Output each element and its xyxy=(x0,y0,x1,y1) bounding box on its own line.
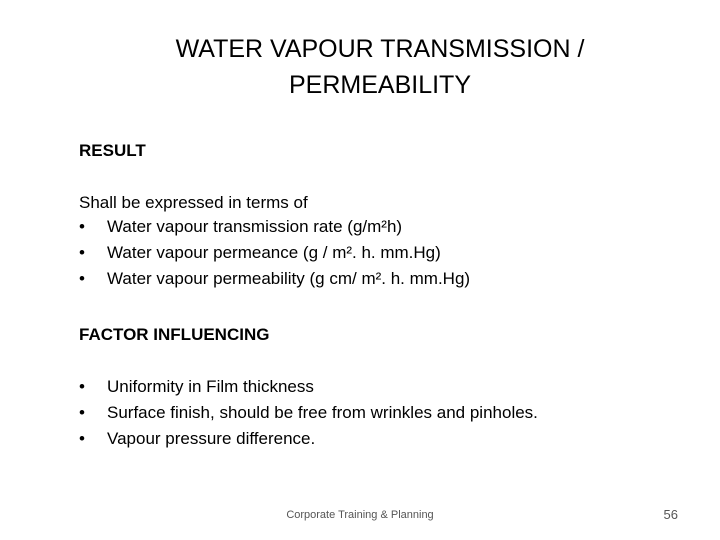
result-item-text: Water vapour transmission rate (g/m²h) xyxy=(107,217,403,236)
result-item-text: Water vapour permeance (g / m². h. mm.Hg) xyxy=(107,243,441,262)
slide-title xyxy=(100,31,660,103)
factor-item-text: Vapour pressure difference. xyxy=(107,429,316,448)
factor-item-text: Uniformity in Film thickness xyxy=(107,377,314,396)
slide-title-line-1: WATER VAPOUR TRANSMISSION / xyxy=(175,35,585,63)
bullet-icon: • xyxy=(79,269,85,288)
result-list xyxy=(79,214,470,292)
footer-text: Corporate Training & Planning xyxy=(286,509,434,521)
list-item xyxy=(79,214,470,240)
factors-list xyxy=(79,374,538,452)
result-intro: Shall be expressed in terms of xyxy=(79,193,308,212)
slide-title-line-2: PERMEABILITY xyxy=(289,71,471,99)
result-item-text: Water vapour permeability (g cm/ m². h. mm.Hg) xyxy=(107,269,471,288)
page-number: 56 xyxy=(663,507,678,522)
list-item xyxy=(79,426,538,452)
result-heading: RESULT xyxy=(79,141,146,160)
factor-item-text: Surface finish, should be free from wrinkles and pinholes. xyxy=(107,403,538,422)
list-item xyxy=(79,400,538,426)
bullet-icon: • xyxy=(79,403,85,422)
bullet-icon: • xyxy=(79,217,85,236)
list-item xyxy=(79,240,470,266)
bullet-icon: • xyxy=(79,377,85,396)
list-item xyxy=(79,374,538,400)
list-item xyxy=(79,266,470,292)
factors-heading: FACTOR INFLUENCING xyxy=(79,325,270,344)
bullet-icon: • xyxy=(79,243,85,262)
bullet-icon: • xyxy=(79,429,85,448)
